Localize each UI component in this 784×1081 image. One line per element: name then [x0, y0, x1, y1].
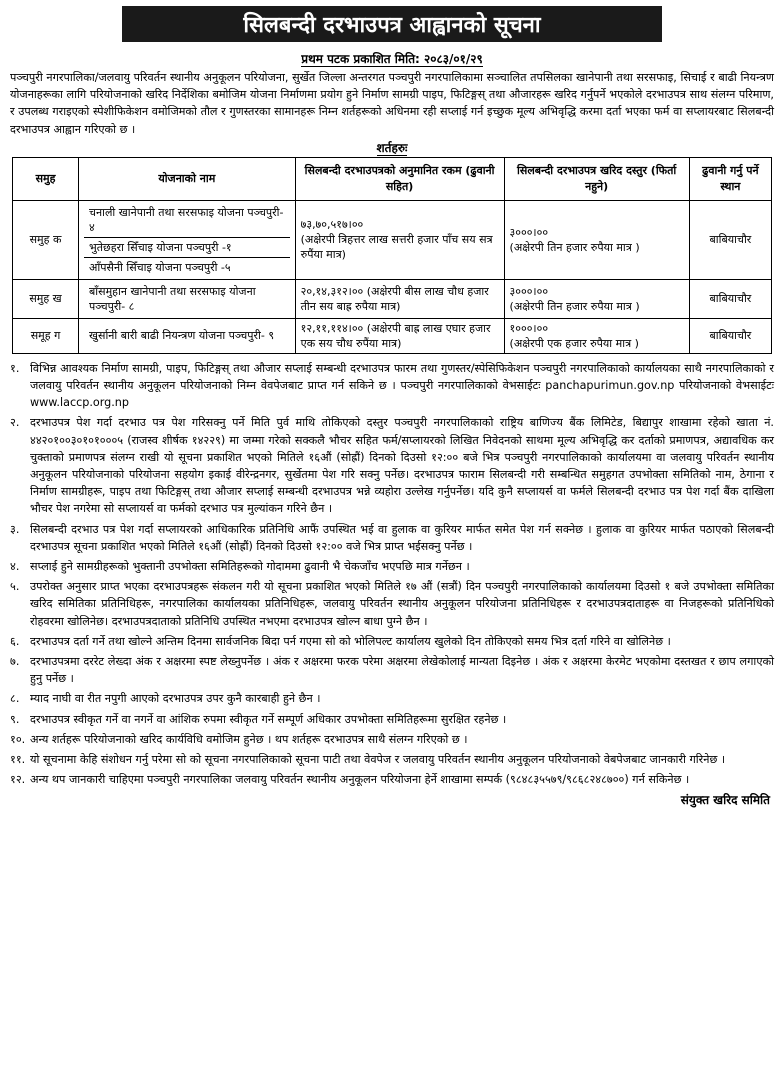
intro-paragraph: पञ्चपुरी नगरपालिका/जलवायु परिवर्तन स्थानीय अनुकूलन परियोजना, सुर्खेत जिल्ला अन्तरगत पञ्चपुरी नगरपालिकामा सञ्चालित तपसिलका खानेपानी तथा सरसफाइ, सिचाई र बाढी नियन्त्रण योजनाहरूका लागि परियोजनाको खरिद निर्देशिका बमोजिम योजना निर्माणमा प्रयोग हुने निर्माण सामग्री पाइप, फिटिङ्गस् तथा औजारहरू खरिद गर्नुपर्ने भएकोले दरभाउपत्र साथ संलग्न परिमाण, र उपलब्ध गराइएको स्पेशीफिकेशन वमोजिमको तौल र गुणस्तरका सामानहरू निम्न शर्तहरूको अधिनमा रही सप्लाई गर्न इच्छुक मूल्य अभिवृद्धि करमा दर्ता भएका फर्म वा सप्लायरबाट सिलबन्दी दरभाउपत्र आह्वान गरिएको छ । [10, 71, 774, 136]
table-row [13, 200, 772, 279]
condition-item: ६. दरभाउपत्र दर्ता गर्ने तथा खोल्ने अन्तिम दिनमा सार्वजनिक बिदा पर्न गएमा सो को भोलिपल्ट कार्यालय खुलेको दिन तोकिएको समय भित्र दर्ता गरिने वा खोलिनेछ । [10, 634, 671, 648]
signature: संयुक्त खरिद समिति [680, 793, 770, 808]
header-name: योजनाको नाम [79, 157, 296, 200]
project-name: आँपसैनी सिँचाइ योजना पञ्चपुरी -५ [89, 260, 231, 274]
condition-item: ५. उपरोक्त अनुसार प्राप्त भएका दरभाउपत्रहरू संकलन गरी यो सूचना प्रकाशित भएको मितिले १७ औं (सत्रौं) दिन पञ्चपुरी नगरपालिकाको कार्यालयमा दिउसो १ बजे उपभोक्ता समितिका खरिद समितिका प्रतिनिधिहरू, नगरपालिका कार्यालयका प्रतिनिधिहरू, जलवायु परिवर्तन स्थानीय अनुकूलन परियोजना प्रतिनिधिहरू र दरभाउपत्रदाताहरू वा निजहरूको प्रतिनिधिको रोहवरमा खोलिनेछ। दरभाउपत्रदाताको प्रतिनिधि उपस्थित नभएमा दरभाउपत्र खोल्न बाधा पुग्ने छैन । [10, 580, 774, 628]
place-cell: बाबियाचौर [689, 318, 771, 353]
header-place: ढुवानी गर्नु पर्ने स्थान [689, 157, 771, 200]
notice-title: सिलबन्दी दरभाउपत्र आह्वानको सूचना [122, 6, 662, 42]
name-cell [79, 318, 296, 353]
group-cell: समुह ख [13, 279, 79, 318]
condition-item: १. विभिन्न आवश्यक निर्माण सामग्री, पाइप, फिटिङ्गस् तथा औजार सप्लाई सम्बन्धी दरभाउपत्र फारम तथा गुणस्तर/स्पेसिफिकेशन पञ्चपुरी नगरपालिकाको कार्यालयका साथै नगरपालिकाको र जलवायु परिवर्तन स्थानीय अनुकूलन परियोजनाको निम्न वेवपेजबाट प्राप्त गर्न सकिने छ । पञ्चपुरी नगरपालिकाको वेभसाईटः panchapurimun.gov.np परियोजनाको वेभसाईटः www.laccp.org.np [10, 361, 774, 410]
cost-cell: २०,१४,३१२।०० (अक्षेरपी बीस लाख चौध हजार तीन सय बाह्र रुपैया मात्र) [295, 279, 504, 318]
project-name: बाँसमुहान खानेपानी तथा सरसफाइ योजना पञ्चपुरी- ८ [89, 284, 256, 313]
name-cell [79, 279, 296, 318]
project-name: चनाली खानेपानी तथा सरसफाइ योजना पञ्चपुरी- ४ [84, 203, 290, 238]
cost-cell: १२,११,११४।०० (अक्षेरपी बाह्र लाख एघार हजार एक सय चौध रुपैंया मात्र) [295, 318, 504, 353]
group-cell: समूह ग [13, 318, 79, 353]
tender-table [12, 157, 772, 354]
project-name: खुर्सानी बारी बाढी नियन्त्रण योजना पञ्चपुरी- ९ [89, 329, 275, 343]
condition-item: ३. सिलबन्दी दरभाउ पत्र पेश गर्दा सप्लायरको आधिकारिक प्रतिनिधि आफैं उपस्थित भई वा हुलाक वा कुरियर मार्फत समेत पेश गर्न सक्नेछ । हुलाक वा कुरियर मार्फत पठाएको सिलबन्दी दरभाउपत्र सूचना प्रकाशित भएको मितिले १६औं (सोह्रौं) दिनको दिउसो १२:०० वजे भित्र प्राप्त भईसक्नु पर्नेछ । [10, 522, 774, 553]
condition-item: ११. यो सूचनामा केहि संशोधन गर्नु परेमा सो को सूचना नगरपालिकाको सूचना पाटी तथा वेवपेज र जलवायु परिवर्तन स्थानीय अनुकूलन परियोजनाको वेबपेजबाट जानकारी गरिनेछ । [10, 753, 726, 767]
condition-item: ४. सप्लाई हुने सामग्रीहरूको भुक्तानी उपभोक्ता समितिहरूको गोदाममा ढुवानी भै चेकजाँच भएपछि मात्र गर्नेछन । [10, 560, 470, 574]
project-name: भुतेछहरा सिँचाइ योजना पञ्चपुरी -१ [84, 238, 290, 258]
table-header-row [13, 157, 772, 200]
header-group: समुह [13, 157, 79, 200]
fee-cell: ३०००।०० (अक्षेरपी तिन हजार रुपैया मात्र ) [504, 200, 689, 279]
condition-item: १२. अन्य थप जानकारी चाहिएमा पञ्चपुरी नगरपालिका जलवायु परिवर्तन स्थानीय अनुकूलन परियोजना हेर्ने शाखामा सम्पर्क (९८४८३५५७९/९८६८२४८७००) गर्न सकिनेछ । [10, 773, 690, 787]
table-row [13, 279, 772, 318]
condition-item: ७. दरभाउपत्रमा दररेट लेख्दा अंक र अक्षरमा स्पष्ट लेख्नुपर्नेछ । अंक र अक्षरमा फरक परेमा अक्षरमा लेखेकोलाई मान्यता दिइनेछ । अंक र अक्षरमा केरमेट भएकोमा दस्तखत र छाप लगाएको हुनु पर्नेछ । [10, 655, 774, 686]
header-cost: सिलबन्दी दरभाउपत्रको अनुमानित रकम (ढुवानी सहित) [295, 157, 504, 200]
place-cell: बाबियाचौर [689, 200, 771, 279]
published-date: प्रथम पटक प्रकाशित मिति: २०८३/०१/२९ [301, 52, 483, 66]
group-cell: समुह क [13, 200, 79, 279]
fee-cell: १०००।०० (अक्षेरपी एक हजार रुपैया मात्र ) [504, 318, 689, 353]
terms-heading: शर्तहरुः [376, 140, 408, 155]
condition-item: ८. म्याद नाघी वा रीत नपुगी आएको दरभाउपत्र उपर कुनै कारबाही हुने छैन । [10, 692, 321, 706]
fee-cell: ३०००।०० (अक्षेरपी तिन हजार रुपैया मात्र ) [504, 279, 689, 318]
conditions-list [6, 360, 778, 789]
name-cell [79, 200, 296, 279]
condition-item: २. दरभाउपत्र पेश गर्दा दरभाउ पत्र पेश गरिसक्नु पर्ने मिति पुर्व माथि तोकिएको दस्तुर पञ्चपुरी नगरपालिकाको राष्ट्रिय बाणिज्य बैंक लिमिटेड, बिद्यापुर शाखामा रहेको खाता नं. ४४२०१००३०१०१०००५ (राजस्व शीर्षक १४२२९) मा जम्मा गरेको सक्कलै भौचर सहित फर्म/सप्लायरको लिखित निवेदनको साथमा मूल्य अभिवृद्धि कर दर्ताको प्रमाणपत्र, अद्यावधिक कर चुक्ताको प्रमाणपत्र संलग्न राखी यो सूचना प्रकाशित भएको मितिले १६औं (सोह्रौं) दिनको दिउसो १२:०० बजे भित्र पञ्चपुरी नगरपालिकाको कार्यालयमा वा जलवायु परिवर्तन स्थानीय अनुकूलन परियोजनाको परियोजना सहयोग इकाई वीरेन्द्रनगर, सुर्खेतमा पेश गरि सक्नु पर्नेछ। दरभाउपत्र फाराम सिलबन्दी गरी सम्बन्धित समुहगत उपभोक्ता समितिको नाम, ठेगाना र निर्माण सामग्रीहरू, पाइप तथा फिटिङ्गस् तथा औजार सप्लाई सम्बन्धी दरभाउपत्र भन्ने व्यहोरा उल्लेख गर्नुपर्नेछ। यदि कुनै सप्लायर्स वा फर्मले सिलबन्दी दरभाउ पत्र पेश गर्दा बैंक दाखिला भौचर पेश नगरेमा सो सप्लायर्स वा फर्मको दरभाउ पत्र मुल्यांकन गरिने छैन । [10, 416, 774, 516]
condition-item: ९. दरभाउपत्र स्वीकृत गर्ने वा नगर्ने वा आंशिक रुपमा स्वीकृत गर्ने सम्पूर्ण अधिकार उपभोक्ता समितिहरूमा सुरक्षित रहनेछ । [10, 712, 507, 726]
place-cell: बाबियाचौर [689, 279, 771, 318]
header-fee: सिलबन्दी दरभाउपत्र खरिद दस्तुर (फिर्ता नहुने) [504, 157, 689, 200]
table-row [13, 318, 772, 353]
cost-cell: ७३,७०,५१७।०० (अक्षेरपी त्रिहत्तर लाख सत्तरी हजार पाँच सय सत्र रुपैंया मात्र) [295, 200, 504, 279]
condition-item: १०. अन्य शर्तहरू परियोजनाको खरिद कार्यविधि वमोजिम हुनेछ । थप शर्तहरू दरभाउपत्र साथै संलग्न गरिएको छ । [10, 732, 468, 746]
